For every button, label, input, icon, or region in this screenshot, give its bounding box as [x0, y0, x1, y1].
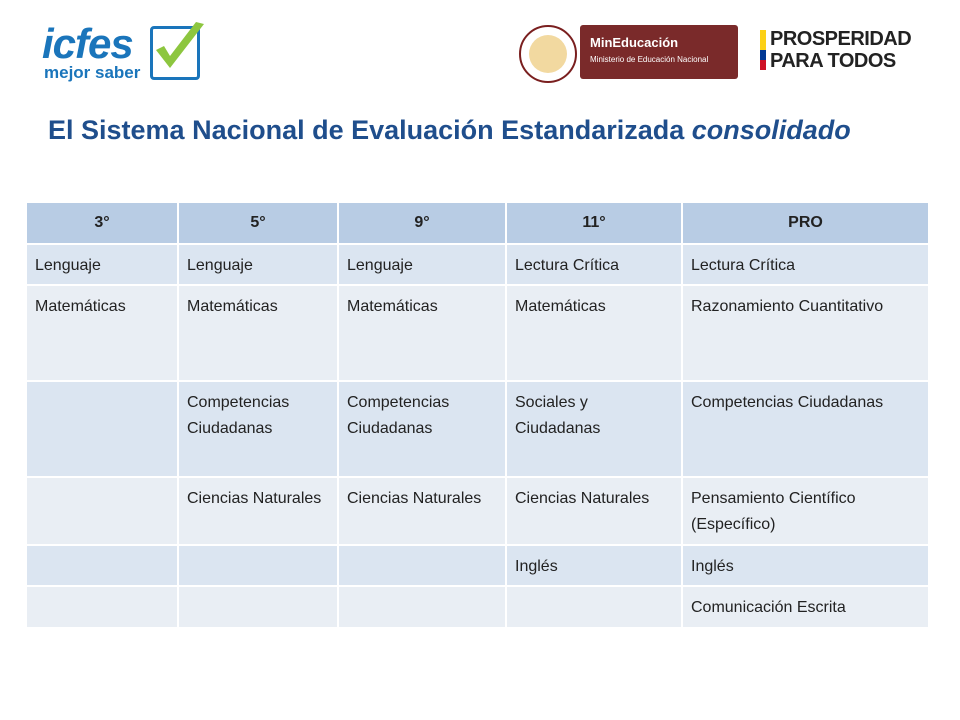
table-cell: [178, 545, 338, 586]
table-cell: Competencias Ciudadanas: [682, 381, 929, 477]
table-cell: Lectura Crítica: [682, 244, 929, 285]
table-row: [27, 545, 929, 586]
table-cell: Matemáticas: [178, 285, 338, 381]
table-row: [27, 285, 929, 381]
table-cell: [27, 586, 178, 627]
table-cell: Comunicación Escrita: [682, 586, 929, 627]
table-cell: [27, 381, 178, 477]
table-cell: Ciencias Naturales: [178, 477, 338, 545]
table-row: [27, 381, 929, 477]
header-cell: PRO: [682, 203, 929, 244]
table-cell: Matemáticas: [27, 285, 178, 381]
table-cell: Lenguaje: [27, 244, 178, 285]
prosperidad-line1: PROSPERIDAD: [770, 28, 912, 50]
evaluation-table: [27, 203, 930, 627]
table-cell: Competencias Ciudadanas: [338, 381, 506, 477]
mineducacion-logo: [580, 25, 738, 79]
table-cell: Sociales y Ciudadanas: [506, 381, 682, 477]
prosperidad-line2: PARA TODOS: [770, 50, 896, 72]
table-row: [27, 477, 929, 545]
page-title-main: El Sistema Nacional de Evaluación Estandarizada: [48, 115, 685, 145]
page-title-emphasis: consolidado: [691, 115, 851, 145]
header-cell: 5°: [178, 203, 338, 244]
table-cell: [338, 545, 506, 586]
check-icon: [146, 20, 210, 80]
prosperidad-logo: [760, 28, 930, 74]
table-cell: Matemáticas: [506, 285, 682, 381]
colombia-flag-icon: [760, 30, 766, 70]
header-cell: 11°: [506, 203, 682, 244]
mineducacion-title: MinEducación: [590, 35, 679, 50]
table-cell: Lenguaje: [338, 244, 506, 285]
table-cell: [178, 586, 338, 627]
colombia-coat-of-arms-logo: [519, 25, 577, 83]
table-cell: Lenguaje: [178, 244, 338, 285]
header-cell: 9°: [338, 203, 506, 244]
table-cell: Inglés: [682, 545, 929, 586]
table-cell: Competencias Ciudadanas: [178, 381, 338, 477]
table-cell: Ciencias Naturales: [506, 477, 682, 545]
page-title: [48, 115, 851, 146]
table-cell: Ciencias Naturales: [338, 477, 506, 545]
table-cell: Matemáticas: [338, 285, 506, 381]
table-cell: Lectura Crítica: [506, 244, 682, 285]
table-cell: Inglés: [506, 545, 682, 586]
table-cell: Pensamiento Científico (Específico): [682, 477, 929, 545]
coat-of-arms-icon: [529, 35, 567, 73]
table-cell: [27, 545, 178, 586]
table-cell: [338, 586, 506, 627]
mineducacion-subtitle: Ministerio de Educación Nacional: [590, 55, 709, 64]
prosperidad-text: [770, 28, 911, 72]
table-row: [27, 586, 929, 627]
table-cell: [506, 586, 682, 627]
header-cell: 3°: [27, 203, 178, 244]
table-row: [27, 244, 929, 285]
icfes-logo-word: icfes: [42, 20, 133, 67]
table-header-row: [27, 203, 929, 244]
table-cell: [27, 477, 178, 545]
icfes-logo-tagline: mejor saber: [44, 63, 141, 82]
table-cell: Razonamiento Cuantitativo: [682, 285, 929, 381]
icfes-logo: [42, 22, 212, 82]
